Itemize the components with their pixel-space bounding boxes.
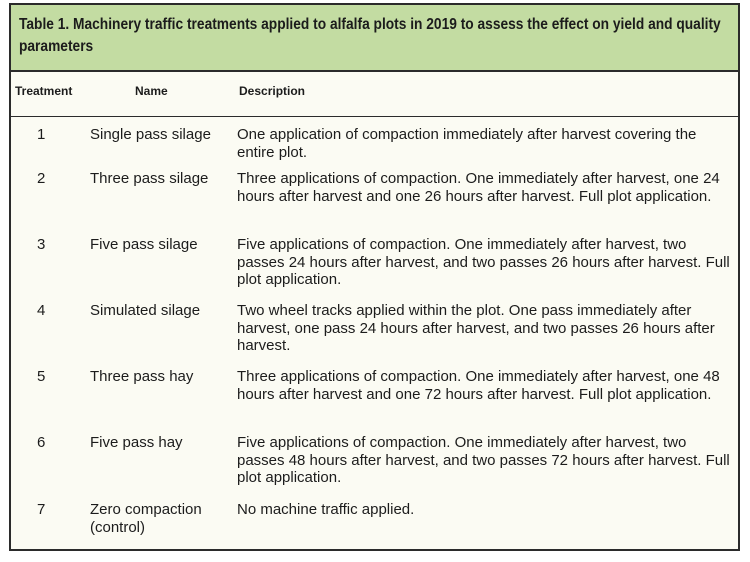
treatment-description: No machine traffic applied. — [237, 501, 415, 518]
table-caption: Table 1. Machinery traffic treatments applied to alfalfa plots in 2019 to assess the effect on yield and quality parameters — [19, 16, 721, 55]
table-row — [11, 170, 738, 236]
treatment-name: Single pass silage — [90, 126, 211, 143]
treatment-description: Two wheel tracks applied within the plot. One pass immediately after harvest, one pass 24 hours after harvest, and two passes 26 hours after harvest. — [237, 302, 715, 355]
treatment-name: Simulated silage — [90, 302, 201, 319]
table-body — [11, 117, 738, 541]
treatment-description: Five applications of compaction. One immediately after harvest, two passes 24 hours after harvest, and two passes 26 hours after harvest. Full plot application. — [237, 236, 730, 289]
table-row — [11, 434, 738, 501]
treatment-name: Zero compaction (control) — [90, 501, 202, 536]
header-description: Description — [239, 84, 306, 98]
treatment-number: 7 — [37, 501, 46, 518]
table-caption-band — [11, 5, 738, 72]
treatment-name: Five pass silage — [90, 236, 198, 253]
treatment-number: 2 — [37, 170, 46, 187]
treatment-number: 4 — [37, 302, 46, 319]
treatment-number: 3 — [37, 236, 46, 253]
treatments-table — [9, 3, 740, 551]
header-name: Name — [135, 84, 168, 98]
table-row — [11, 236, 738, 302]
treatment-description: Three applications of compaction. One immediately after harvest, one 48 hours after harvest and one 72 hours after harvest. Full plot application. — [237, 368, 720, 403]
table-row — [11, 126, 738, 170]
treatment-description: Three applications of compaction. One immediately after harvest, one 24 hours after harvest and one 26 hours after harvest. Full plot application. — [237, 170, 720, 205]
table-row — [11, 368, 738, 434]
treatment-name: Three pass silage — [90, 170, 209, 187]
header-treatment: Treatment — [15, 84, 73, 98]
treatment-number: 1 — [37, 126, 46, 143]
table-header-row — [11, 72, 738, 117]
treatment-number: 6 — [37, 434, 46, 451]
treatment-description: One application of compaction immediately after harvest covering the entire plot. — [237, 126, 697, 161]
table-row — [11, 501, 738, 541]
treatment-name: Five pass hay — [90, 434, 183, 451]
table-row — [11, 302, 738, 368]
treatment-name: Three pass hay — [90, 368, 194, 385]
treatment-description: Five applications of compaction. One immediately after harvest, two passes 48 hours after harvest, and two passes 72 hours after harvest. Full plot application. — [237, 434, 730, 487]
treatment-number: 5 — [37, 368, 46, 385]
